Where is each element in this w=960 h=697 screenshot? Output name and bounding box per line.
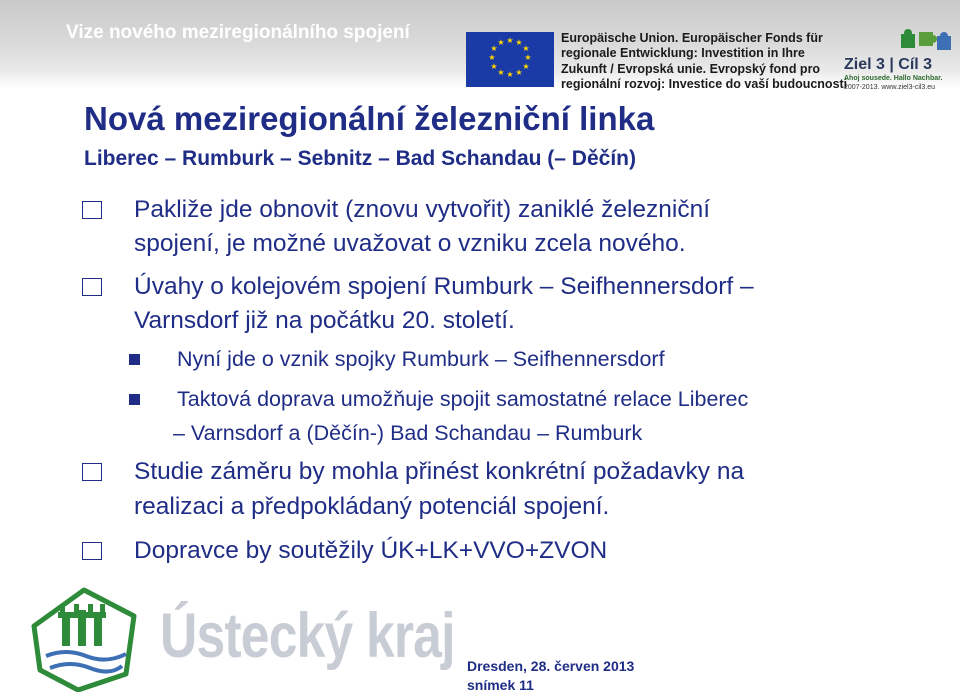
checkbox-bullet-icon — [82, 201, 102, 219]
bullet-text: Dopravce by soutěžily ÚK+LK+VVO+ZVON — [134, 537, 608, 564]
ustecky-kraj-logo-text: Ústecký kraj — [160, 601, 455, 671]
svg-text:★: ★ — [515, 68, 523, 77]
ziel-subtitle: Ahoj sousede. Hallo Nachbar. — [844, 75, 943, 82]
svg-text:★: ★ — [506, 70, 514, 79]
bullet-text: Pakliže jde obnovit (znovu vytvořit) zaniklé železniční — [134, 196, 711, 223]
checkbox-bullet-icon — [82, 542, 102, 560]
svg-text:★: ★ — [506, 36, 514, 45]
bullet-text: Úvahy o kolejovém spojení Rumburk – Seifhennersdorf – — [134, 273, 754, 300]
svg-text:★: ★ — [490, 44, 498, 53]
svg-text:★: ★ — [515, 38, 523, 47]
square-bullet-icon — [129, 354, 140, 365]
ziel-years: 2007-2013. www.ziel3-cil3.eu — [844, 84, 936, 91]
bullet-text: Studie záměru by mohla přinést konkrétní požadavky na — [134, 458, 745, 485]
bullet-text: spojení, je možné uvažovat o vzniku zcela nového. — [134, 230, 686, 257]
slide-subtitle: Liberec – Rumburk – Sebnitz – Bad Schandau (– Děčín) — [84, 147, 636, 170]
svg-text:★: ★ — [497, 38, 505, 47]
eu-text-line: Europäische Union. Europäischer Fonds für — [561, 31, 823, 45]
svg-text:★: ★ — [490, 62, 498, 71]
svg-text:★: ★ — [522, 44, 530, 53]
square-bullet-icon — [129, 394, 140, 405]
ziel3-logo — [840, 28, 955, 94]
puzzle-icon — [895, 28, 955, 56]
eu-flag-icon — [466, 32, 554, 87]
checkbox-bullet-icon — [82, 278, 102, 296]
header-title: Vize nového meziregionálního spojení — [66, 22, 410, 43]
bullet-text: realizaci a předpokládaný potenciál spojení. — [134, 493, 610, 520]
ziel-title: Ziel 3 | Cíl 3 — [844, 56, 933, 73]
subbullet-text: Nyní jde o vznik spojky Rumburk – Seifhennersdorf — [177, 347, 665, 371]
eu-funding-text — [561, 31, 848, 93]
svg-text:★: ★ — [522, 62, 530, 71]
eu-text-line: regionale Entwicklung: Investition in Ihre — [561, 46, 805, 61]
footer-date: Dresden, 28. červen 2013 — [467, 658, 635, 674]
bullet-text: Varnsdorf již na počátku 20. století. — [134, 307, 515, 334]
slide-title: Nová meziregionální železniční linka — [84, 100, 655, 137]
svg-text:★: ★ — [497, 68, 505, 77]
header-bar — [0, 0, 960, 92]
svg-text:★: ★ — [488, 53, 496, 62]
subbullet-text: – Varnsdorf a (Děčín-) Bad Schandau – Rumburk — [173, 421, 643, 445]
svg-text:★: ★ — [524, 53, 532, 62]
ustecky-kraj-emblem-icon — [26, 586, 146, 697]
checkbox-bullet-icon — [82, 463, 102, 481]
eu-text-line: regionální rozvoj: Investice do vaší budoucnosti — [561, 77, 848, 92]
eu-text-line: Zukunft / Evropská unie. Evropský fond pro — [561, 61, 821, 76]
subbullet-text: Taktová doprava umožňuje spojit samostatné relace Liberec — [177, 387, 749, 411]
slide-number: snímek 11 — [467, 677, 534, 693]
